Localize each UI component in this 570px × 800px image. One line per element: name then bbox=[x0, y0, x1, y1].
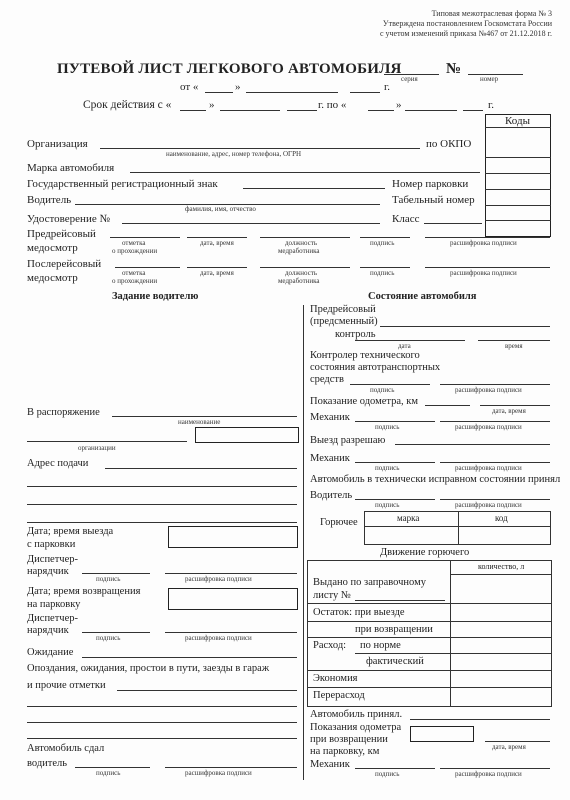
mechanic2-decode-caption: расшифровка подписи bbox=[455, 464, 522, 472]
driver-accept-sign-field[interactable] bbox=[355, 499, 435, 500]
class-field[interactable] bbox=[424, 223, 482, 224]
fuel-table-col-divider bbox=[458, 511, 459, 544]
pretrip-datetime-field[interactable] bbox=[187, 237, 247, 238]
license-field[interactable] bbox=[122, 223, 380, 224]
precontrol-time-caption: время bbox=[505, 342, 523, 350]
reg-plate-field[interactable] bbox=[243, 188, 385, 189]
driver-accept-label: Водитель bbox=[310, 490, 353, 501]
validity-from-day-field[interactable] bbox=[180, 110, 206, 111]
mechanic3-decode-field[interactable] bbox=[440, 768, 550, 769]
driver-label: Водитель bbox=[27, 194, 72, 206]
validity-quote-1: » bbox=[209, 99, 215, 111]
car-brand-label: Марка автомобиля bbox=[27, 162, 115, 174]
precontrol-label-3: контроль bbox=[335, 329, 376, 340]
delays-field-3[interactable] bbox=[27, 722, 297, 723]
odometer-label: Показание одометра, км bbox=[310, 396, 419, 407]
fuel-row-divider-4 bbox=[355, 653, 552, 654]
codes-header: Коды bbox=[505, 115, 530, 127]
mechanic3-label: Механик bbox=[310, 759, 350, 770]
license-label: Удостоверение № bbox=[27, 213, 110, 225]
odometer-datetime-field[interactable] bbox=[480, 405, 550, 406]
organization-field[interactable] bbox=[100, 148, 420, 149]
fuel-savings-label: Экономия bbox=[313, 673, 358, 684]
departure-datetime-label-1: Дата; время выезда bbox=[27, 526, 114, 537]
pickup-address-label: Адрес подачи bbox=[27, 458, 89, 469]
driver-task-heading: Задание водителю bbox=[112, 291, 199, 302]
pretrip-med-label-1: Предрейсовый bbox=[27, 228, 96, 240]
precontrol-field[interactable] bbox=[380, 326, 550, 327]
pretrip-sign-field[interactable] bbox=[360, 237, 410, 238]
posttrip-med-label-2: медосмотр bbox=[27, 272, 78, 284]
mechanic3-sign-field[interactable] bbox=[355, 768, 435, 769]
posttrip-mark-caption-2: о прохождении bbox=[112, 277, 158, 285]
driver-accept-decode-field[interactable] bbox=[440, 499, 550, 500]
returned-sign-field[interactable] bbox=[75, 767, 150, 768]
fuel-row-divider-2 bbox=[307, 621, 552, 622]
car-brand-field[interactable] bbox=[130, 172, 480, 173]
posttrip-sign-field[interactable] bbox=[360, 267, 410, 268]
codes-table bbox=[485, 114, 551, 237]
fuel-remain-departure-label: Остаток: при выезде bbox=[313, 607, 405, 618]
mechanic-decode-caption: расшифровка подписи bbox=[455, 423, 522, 431]
fuel-row-divider-3 bbox=[307, 637, 552, 638]
dispatcher-sign-field[interactable] bbox=[82, 573, 150, 574]
validity-quote-2: » bbox=[396, 99, 402, 111]
controller-label-1: Контролер технического bbox=[310, 350, 420, 361]
assignment-label: В распоряжение bbox=[27, 407, 100, 418]
pretrip-decode-caption: расшифровка подписи bbox=[450, 239, 517, 247]
pretrip-med-label-2: медосмотр bbox=[27, 242, 78, 254]
series-caption: серия bbox=[401, 75, 418, 83]
fuel-movement-header-divider bbox=[450, 574, 551, 575]
return-datetime-label-1: Дата; время возвращения bbox=[27, 586, 141, 597]
delays-field-2[interactable] bbox=[27, 706, 297, 707]
fuel-row-divider-5 bbox=[307, 670, 552, 671]
date-year-suffix: г. bbox=[384, 81, 391, 93]
fuel-remain-return-label: при возвращении bbox=[355, 624, 433, 635]
posttrip-position-caption-2: медработника bbox=[278, 277, 320, 285]
pretrip-sign-caption: подпись bbox=[370, 239, 395, 247]
date-quote: » bbox=[235, 81, 241, 93]
driver-accept-sign-caption: подпись bbox=[375, 501, 400, 509]
pretrip-mark-caption-2: о прохождении bbox=[112, 247, 158, 255]
fuel-overuse-label: Перерасход bbox=[313, 690, 365, 701]
pretrip-decode-field[interactable] bbox=[425, 237, 550, 238]
codes-divider-5 bbox=[485, 205, 551, 206]
dispatcher2-label-1: Диспетчер- bbox=[27, 613, 78, 624]
header-line-2: Утверждена постановлением Госкомстата России bbox=[382, 19, 552, 28]
returned-sign-caption: подпись bbox=[96, 769, 121, 777]
waiting-field[interactable] bbox=[82, 657, 297, 658]
precontrol-date-field[interactable] bbox=[355, 340, 465, 341]
assignment-code-box[interactable] bbox=[195, 427, 299, 443]
codes-divider-3 bbox=[485, 173, 551, 174]
column-divider bbox=[303, 305, 304, 780]
vehicle-state-heading: Состояние автомобиля bbox=[368, 291, 477, 302]
number-sign: № bbox=[446, 61, 462, 77]
fuel-consumption-label: Расход: bbox=[313, 640, 347, 651]
pretrip-mark-field[interactable] bbox=[110, 237, 180, 238]
pickup-address-field-3[interactable] bbox=[27, 504, 297, 505]
codes-divider-4 bbox=[485, 189, 551, 190]
dispatcher-label-1: Диспетчер- bbox=[27, 554, 78, 565]
organization-label: Организация bbox=[27, 138, 88, 150]
number-caption: номер bbox=[480, 75, 499, 83]
validity-year-suffix: г. bbox=[488, 99, 495, 111]
page-title: ПУТЕВОЙ ЛИСТ ЛЕГКОВОГО АВТОМОБИЛЯ bbox=[57, 61, 402, 77]
dispatcher2-sign-caption: подпись bbox=[96, 634, 121, 642]
class-label: Класс bbox=[392, 213, 420, 225]
car-accepted-label: Автомобиль в технически исправном состоянии принял bbox=[310, 474, 561, 485]
date-from-label: от « bbox=[180, 81, 199, 93]
return-odometer-box[interactable] bbox=[410, 726, 474, 742]
controller-label-3: средств bbox=[310, 374, 344, 385]
posttrip-sign-caption: подпись bbox=[370, 269, 395, 277]
posttrip-decode-field[interactable] bbox=[425, 267, 550, 268]
validity-to-month-field[interactable] bbox=[405, 110, 457, 111]
pickup-address-field-4[interactable] bbox=[27, 522, 297, 523]
precontrol-label-2: (предсменный) bbox=[310, 316, 378, 327]
assignment-org-caption: организации bbox=[78, 444, 116, 452]
car-returned-label-2: водитель bbox=[27, 758, 68, 769]
fuel-issued-number-field[interactable] bbox=[355, 600, 445, 601]
organization-hint: наименование, адрес, номер телефона, ОГРН bbox=[166, 150, 302, 158]
dispatcher-decode-field[interactable] bbox=[165, 573, 297, 574]
validity-from-year-field[interactable] bbox=[287, 110, 317, 111]
mechanic2-sign-caption: подпись bbox=[375, 464, 400, 472]
precontrol-label-1: Предрейсовый bbox=[310, 304, 376, 315]
header-line-3: с учетом изменений приказа №467 от 21.12.2018 г. bbox=[379, 29, 552, 38]
mechanic-sign-field[interactable] bbox=[355, 421, 435, 422]
controller-sign-field[interactable] bbox=[350, 384, 430, 385]
fuel-actual-label: фактический bbox=[366, 656, 424, 667]
return-odometer-label-2: при возвращении bbox=[310, 734, 388, 745]
codes-divider-6 bbox=[485, 220, 551, 221]
posttrip-datetime-caption: дата, время bbox=[200, 269, 234, 277]
precontrol-time-field[interactable] bbox=[478, 340, 550, 341]
precontrol-date-caption: дата bbox=[398, 342, 411, 350]
pretrip-position-field[interactable] bbox=[260, 237, 350, 238]
delays-label-2: и прочие отметки bbox=[27, 680, 106, 691]
controller-decode-field[interactable] bbox=[440, 384, 550, 385]
car-returned-label-1: Автомобиль сдал bbox=[27, 743, 105, 754]
posttrip-position-caption-1: должность bbox=[285, 269, 318, 277]
fuel-code-header: код bbox=[495, 513, 508, 523]
odometer-datetime-caption: дата, время bbox=[492, 407, 526, 415]
posttrip-med-label-1: Послерейсовый bbox=[27, 258, 102, 270]
controller-decode-caption: расшифровка подписи bbox=[455, 386, 522, 394]
fuel-row-divider-6 bbox=[307, 687, 552, 688]
controller-sign-caption: подпись bbox=[370, 386, 395, 394]
posttrip-datetime-field[interactable] bbox=[187, 267, 247, 268]
posttrip-mark-field[interactable] bbox=[115, 267, 180, 268]
odometer-field[interactable] bbox=[425, 405, 470, 406]
car-received-field[interactable] bbox=[410, 719, 550, 720]
assignment-field[interactable] bbox=[112, 416, 297, 417]
mechanic3-sign-caption: подпись bbox=[375, 770, 400, 778]
returned-decode-caption: расшифровка подписи bbox=[185, 769, 252, 777]
mechanic3-decode-caption: расшифровка подписи bbox=[455, 770, 522, 778]
dispatcher-label-2: нарядчик bbox=[27, 566, 69, 577]
reg-plate-label: Государственный регистрационный знак bbox=[27, 178, 218, 190]
fuel-quantity-header: количество, л bbox=[478, 562, 525, 571]
validity-to-label: г. по « bbox=[318, 99, 347, 111]
return-datetime-label-2: на парковку bbox=[27, 599, 81, 610]
posttrip-decode-caption: расшифровка подписи bbox=[450, 269, 517, 277]
fuel-movement-col-divider bbox=[450, 560, 451, 706]
mechanic2-decode-field[interactable] bbox=[440, 462, 550, 463]
controller-label-2: состояния автотранспортных bbox=[310, 362, 441, 373]
departure-allowed-label: Выезд разрешаю bbox=[310, 435, 386, 446]
mechanic2-label: Механик bbox=[310, 453, 350, 464]
dispatcher-sign-caption: подпись bbox=[96, 575, 121, 583]
date-day-field[interactable] bbox=[205, 92, 233, 93]
fuel-norm-label: по норме bbox=[360, 640, 401, 651]
car-received-label: Автомобиль принял. bbox=[310, 709, 403, 720]
dispatcher2-label-2: нарядчик bbox=[27, 625, 69, 636]
posttrip-position-field[interactable] bbox=[260, 267, 350, 268]
validity-label: Срок действия с « bbox=[83, 99, 172, 111]
return-datetime-box[interactable] bbox=[168, 588, 298, 610]
posttrip-mark-caption-1: отметка bbox=[122, 269, 146, 277]
delays-field-1[interactable] bbox=[117, 690, 297, 691]
fuel-brand-header: марка bbox=[397, 513, 420, 523]
return-odometer-label-1: Показания одометра bbox=[310, 722, 402, 733]
fuel-issued-label-2: листу № bbox=[313, 590, 351, 601]
delays-field-4[interactable] bbox=[27, 738, 297, 739]
fuel-movement-heading: Движение горючего bbox=[380, 547, 470, 558]
date-month-field[interactable] bbox=[246, 92, 338, 93]
dispatcher2-decode-field[interactable] bbox=[165, 632, 297, 633]
form-regulation-header bbox=[380, 9, 552, 39]
validity-to-year-field[interactable] bbox=[463, 110, 483, 111]
pretrip-mark-caption-1: отметка bbox=[122, 239, 146, 247]
header-line-1: Типовая межотраслевая форма № 3 bbox=[431, 9, 552, 18]
assignment-org-field[interactable] bbox=[27, 441, 187, 442]
mechanic-decode-field[interactable] bbox=[440, 421, 550, 422]
validity-from-month-field[interactable] bbox=[220, 110, 280, 111]
waiting-label: Ожидание bbox=[27, 647, 74, 658]
departure-datetime-label-2: с парковки bbox=[27, 539, 76, 550]
delays-label-1: Опоздания, ожидания, простои в пути, заезды в гараж bbox=[27, 663, 270, 674]
personnel-number-label: Табельный номер bbox=[392, 194, 475, 206]
okpo-label: по ОКПО bbox=[426, 138, 472, 150]
departure-datetime-box[interactable] bbox=[168, 526, 298, 548]
dispatcher2-decode-caption: расшифровка подписи bbox=[185, 634, 252, 642]
return-datetime-caption: дата, время bbox=[492, 743, 526, 751]
dispatcher-decode-caption: расшифровка подписи bbox=[185, 575, 252, 583]
codes-divider-2 bbox=[485, 157, 551, 158]
pretrip-position-caption-1: должность bbox=[285, 239, 318, 247]
date-year-field[interactable] bbox=[350, 92, 380, 93]
driver-accept-decode-caption: расшифровка подписи bbox=[455, 501, 522, 509]
pretrip-position-caption-2: медработника bbox=[278, 247, 320, 255]
mechanic-label: Механик bbox=[310, 412, 350, 423]
mechanic2-sign-field[interactable] bbox=[355, 462, 435, 463]
departure-allowed-field[interactable] bbox=[395, 444, 550, 445]
pickup-address-field-1[interactable] bbox=[105, 468, 297, 469]
pickup-address-field-2[interactable] bbox=[27, 486, 297, 487]
fuel-issued-label-1: Выдано по заправочному bbox=[313, 577, 426, 588]
parking-number-label: Номер парковки bbox=[392, 178, 469, 190]
codes-divider-1 bbox=[485, 127, 551, 128]
driver-name-hint: фамилия, имя, отчество bbox=[185, 205, 256, 213]
return-datetime-field[interactable] bbox=[485, 741, 550, 742]
validity-to-day-field[interactable] bbox=[368, 110, 394, 111]
dispatcher2-sign-field[interactable] bbox=[82, 632, 150, 633]
assignment-name-caption: наименование bbox=[178, 418, 221, 426]
return-odometer-label-3: на парковку, км bbox=[310, 746, 380, 757]
returned-decode-field[interactable] bbox=[165, 767, 297, 768]
mechanic-sign-caption: подпись bbox=[375, 423, 400, 431]
fuel-label: Горючее bbox=[320, 517, 358, 528]
fuel-row-divider-1 bbox=[307, 603, 552, 604]
pretrip-datetime-caption: дата, время bbox=[200, 239, 234, 247]
